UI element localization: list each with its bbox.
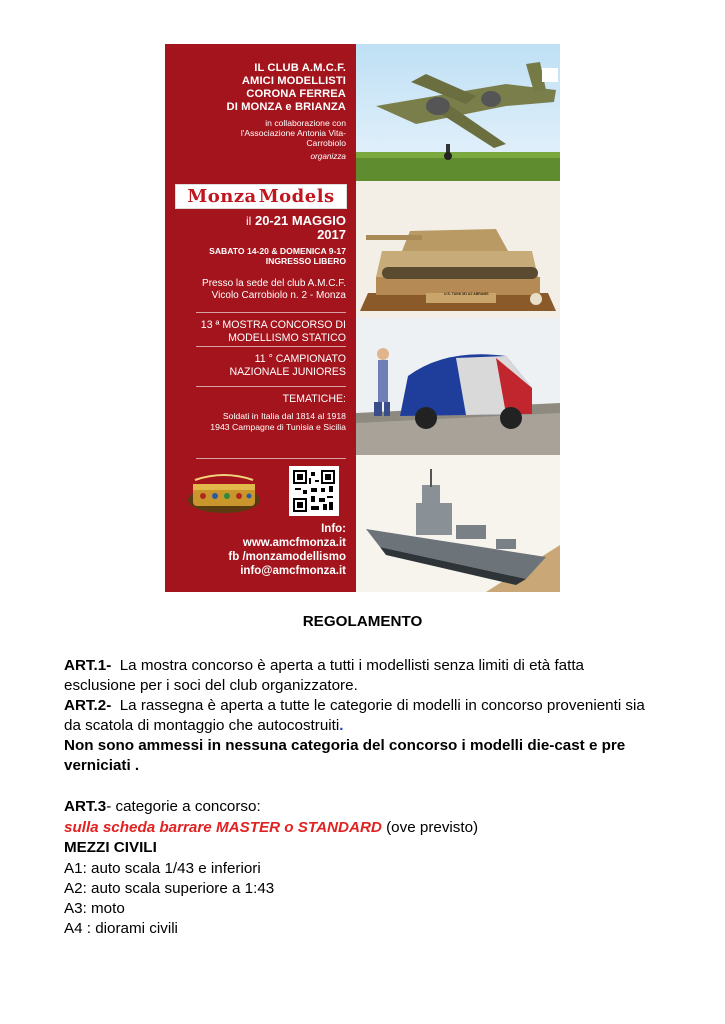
contact-info: Info: www.amcfmonza.it fb /monzamodellismo info@amcfmonza.it	[228, 523, 346, 577]
art2-paragraph: ART.2- La rassegna è aperta a tutte le categorie di modelli in concorso provenienti sia da scatola di montaggio che autocostruiti.	[64, 697, 645, 734]
poster-divider	[196, 312, 346, 313]
airplane-model-photo	[356, 44, 560, 181]
exhibition-title: 13 ª MOSTRA CONCORSO DI MODELLISMO STATICO	[200, 319, 346, 344]
die-cast-note: Non sono ammessi in nessuna categoria del concorso i modelli die-cast e pre verniciati .	[64, 737, 626, 774]
venue-address: Presso la sede del club A.M.C.F. Vicolo Carrobiolo n. 2 - Monza	[202, 278, 346, 301]
poster-info-panel	[165, 44, 356, 592]
category-list	[64, 859, 664, 939]
art1-label: ART.1-	[64, 657, 112, 674]
boat-model-photo	[356, 455, 560, 592]
poster-divider	[196, 458, 346, 459]
scheda-instruction: sulla scheda barrare MASTER o STANDARD (ove previsto)	[64, 819, 479, 836]
club-title: IL CLUB A.M.C.F. AMICI MODELLISTI CORONA FERREA DI MONZA e BRIANZA	[226, 62, 346, 113]
collaboration-text: in collaborazione con l'Associazione Antonia Vita- Carrobiolo	[240, 118, 346, 148]
list-item: A1: auto scala 1/43 e inferiori	[64, 860, 261, 877]
qr-code	[289, 466, 339, 516]
section-title: MEZZI CIVILI	[64, 839, 157, 856]
website-link[interactable]: www.amcfmonza.it	[242, 537, 346, 549]
list-item: A3: moto	[64, 900, 125, 917]
list-item: A4 : diorami civili	[64, 920, 178, 937]
event-hours: SABATO 14-20 & DOMENICA 9-17 INGRESSO LIBERO	[209, 246, 346, 266]
document-heading: REGOLAMENTO	[302, 613, 423, 630]
art3-label: ART.3	[64, 798, 107, 815]
championship-title: 11 ° CAMPIONATO NAZIONALE JUNIORES	[229, 353, 346, 378]
themes-heading: TEMATICHE:	[282, 393, 346, 405]
car-diorama-photo	[356, 318, 560, 455]
tank-plaque-text: U.S. TANK M1 A2 ABRAMS	[444, 292, 489, 296]
monza-models-logo: Monza Models	[175, 184, 347, 209]
poster-divider	[196, 346, 346, 347]
art1-paragraph: ART.1- La mostra concorso è aperta a tutti i modellisti senza limiti di età fatta esclusione per i soci del club organizzatore.	[64, 657, 584, 694]
event-poster	[165, 44, 560, 592]
poster-divider	[196, 386, 346, 387]
organizza-text: organizza	[310, 152, 346, 162]
event-year: 2017	[317, 227, 346, 242]
iron-crown-emblem	[185, 470, 263, 516]
art2-label: ART.2-	[64, 697, 112, 714]
list-item: A2: auto scala superiore a 1:43	[64, 880, 275, 897]
tank-model-photo	[356, 181, 560, 318]
email-link[interactable]: info@amcfmonza.it	[240, 565, 346, 577]
facebook-link[interactable]: fb /monzamodellismo	[228, 551, 346, 563]
themes-list: Soldati in Italia dal 1814 al 1918 1943 Campagne di Tunisia e Sicilia	[210, 411, 346, 432]
event-date: il 20-21 MAGGIO 2017 SABATO 14-20 & DOMENICA 9-17 INGRESSO LIBERO	[209, 213, 346, 266]
poster-photos	[356, 44, 560, 592]
art3-paragraph: ART.3- categorie a concorso:	[64, 798, 261, 815]
